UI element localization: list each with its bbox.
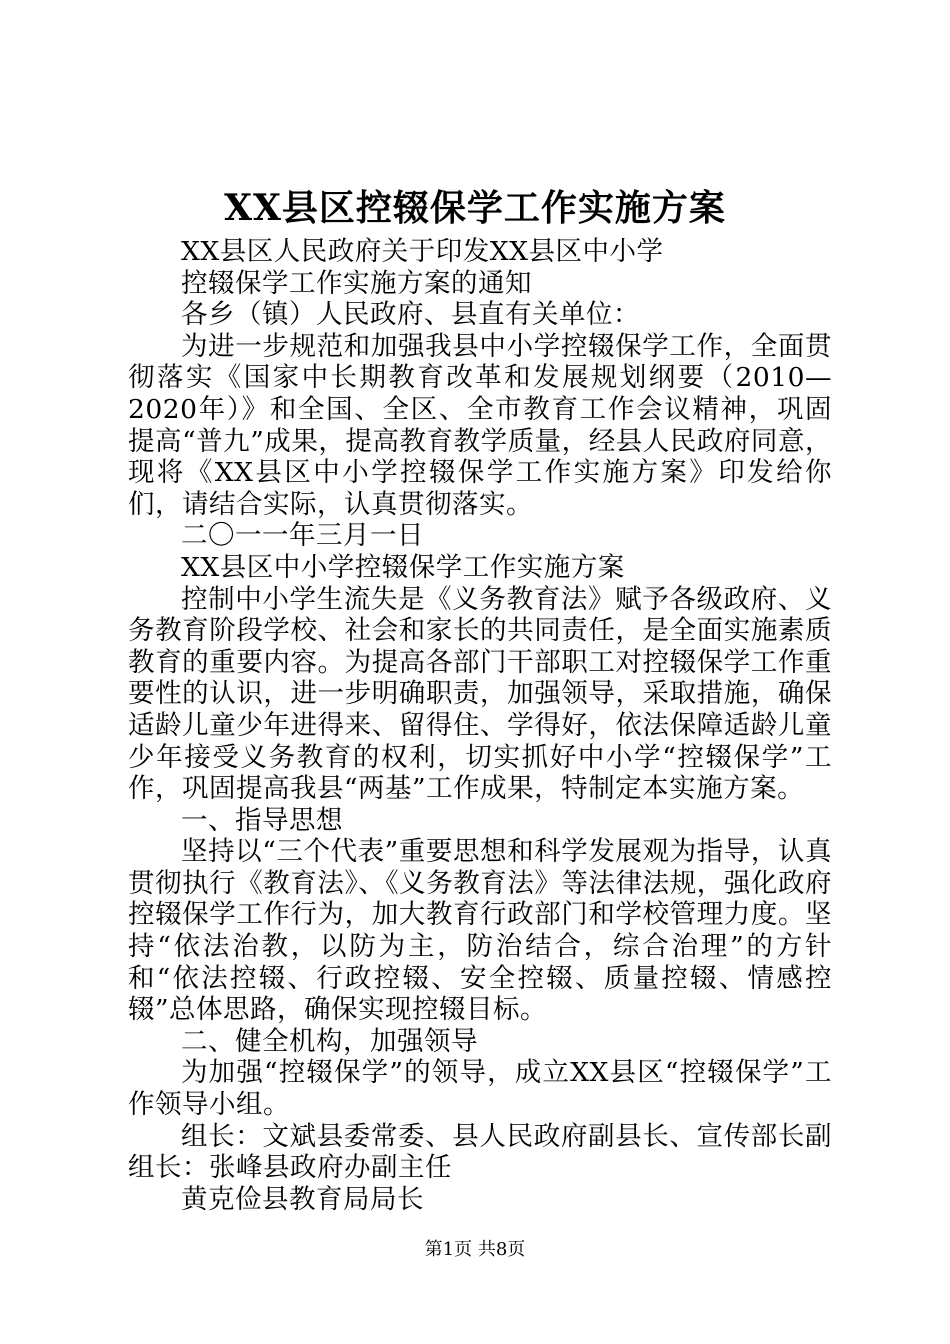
document-title: XX县区控辍保学工作实施方案 bbox=[224, 187, 726, 229]
section-heading: 一、指导思想 bbox=[181, 804, 343, 836]
page-number-footer: 第1页 共8页 bbox=[424, 1239, 526, 1260]
paragraph: 坚持以“三个代表”重要思想和科学发展观为指导，认真贯彻执行《教育法》、《义务教育法》等法律法规，强化政府控辍保学工作行为，加大教育行政部门和学校管理力度。坚持“依法治教，以防为主，防治结合，综合治理”的方针和“依法控辍、行政控辍、安全控辍、质量控辍、情感控辍”总体思路，确保实现控辍目标。 bbox=[128, 836, 832, 1026]
paragraph: 为进一步规范和加强我县中小学控辍保学工作，全面贯彻落实《国家中长期教育改革和发展规划纲要（2010—2020年）》和全国、全区、全市教育工作会议精神，巩固提高“普九”成果，提高教育教学质量，经县人民政府同意，现将《XX县区中小学控辍保学工作实施方案》印发给你们，请结合实际，认真贯彻落实。 bbox=[128, 330, 832, 520]
paragraph: 控制中小学生流失是《义务教育法》赋予各级政府、义务教育阶段学校、社会和家长的共同责任，是全面实施素质教育的重要内容。为提高各部门干部职工对控辍保学工作重要性的认识，进一步明确职责，加强领导，采取措施，确保适龄儿童少年进得来、留得住、学得好，依法保障适龄儿童少年接受义务教育的权利，切实抓好中小学“控辍保学”工作，巩固提高我县“两基”工作成果，特制定本实施方案。 bbox=[128, 583, 832, 805]
paragraph: XX县区中小学控辍保学工作实施方案 bbox=[181, 551, 625, 583]
paragraph: 黄克俭县教育局局长 bbox=[181, 1183, 424, 1215]
paragraph: 组长：文斌县委常委、县人民政府副县长、宣传部长副组长：张峰县政府办副主任 bbox=[128, 1120, 832, 1184]
paragraph: 控辍保学工作实施方案的通知 bbox=[181, 267, 532, 299]
paragraph: 为加强“控辍保学”的领导，成立XX县区“控辍保学”工作领导小组。 bbox=[128, 1057, 832, 1121]
paragraph: 各乡（镇）人民政府、县直有关单位： bbox=[181, 299, 640, 331]
paragraph: 二〇一一年三月一日 bbox=[181, 520, 424, 552]
paragraph: XX县区人民政府关于印发XX县区中小学 bbox=[181, 236, 664, 267]
section-heading: 二、健全机构，加强领导 bbox=[181, 1025, 478, 1057]
document-body bbox=[128, 236, 832, 1215]
